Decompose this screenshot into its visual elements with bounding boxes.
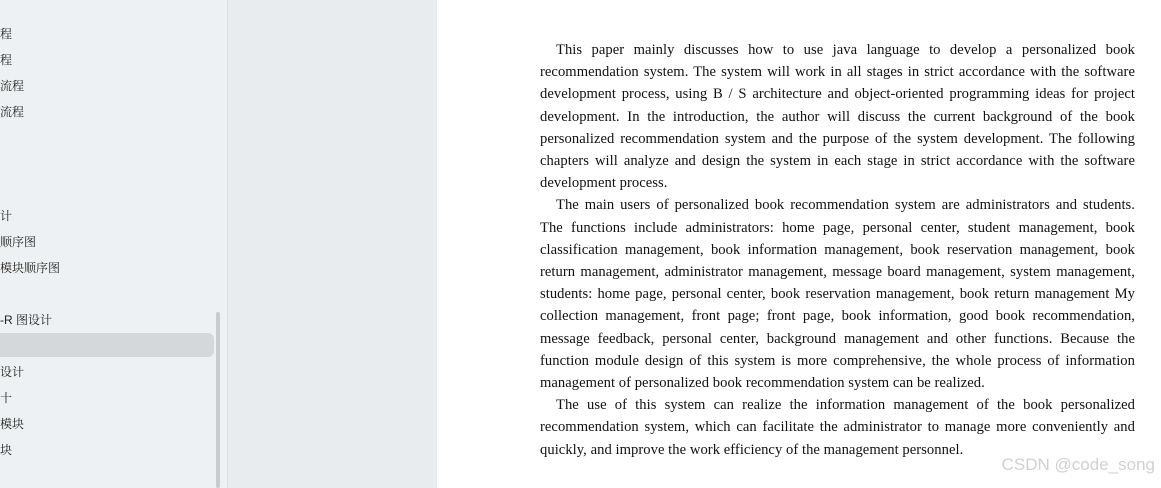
toc-item[interactable]: -R 图设计 xyxy=(0,313,52,327)
toc-item[interactable]: 流程 xyxy=(0,79,25,93)
toc-item[interactable]: 程 xyxy=(0,27,13,41)
watermark: CSDN @code_song xyxy=(1001,455,1155,474)
toc-item[interactable]: 顺序图 xyxy=(0,235,37,249)
toc-sidebar xyxy=(0,0,228,488)
sidebar-scrollbar-thumb[interactable] xyxy=(216,312,220,488)
toc-item-selected[interactable] xyxy=(0,333,214,357)
toc-item[interactable]: 流程 xyxy=(0,105,25,119)
toc-item[interactable]: 块 xyxy=(0,443,13,457)
paragraph: This paper mainly discusses how to use java language to develop a personalized book recommendation system. The system will work in all stages in strict accordance with the software development process, using B / S architecture and object-oriented programming ideas for project development. In the introduction, the author will discuss the current background of the book personalized recommendation system and the purpose of the system development. The following chapters will analyze and design the system in each stage in strict accordance with the software development process. xyxy=(540,42,1135,192)
toc-item[interactable]: 十 xyxy=(0,391,13,405)
toc-item[interactable]: 模块顺序图 xyxy=(0,261,61,275)
document-body xyxy=(540,39,1135,461)
toc-item[interactable]: 程 xyxy=(0,53,13,67)
toc-item[interactable]: 设计 xyxy=(0,365,25,379)
toc-item[interactable]: 计 xyxy=(0,209,13,223)
paragraph: The main users of personalized book recommendation system are administrators and students. The functions include administrators: home page, personal center, student management, book classification management, book information management, book reservation management, book return management, administrator management, message board management, system management, students: home page, personal center, book reservation management, book return management My collection management, front page; front page, book information, good book recommendation, message feedback, personal center, background management and other functions. Because the function module design of this system is more comprehensive, the whole process of information management of personalized book recommendation system can be realized. xyxy=(540,197,1135,392)
empty-panel xyxy=(228,0,436,488)
document-page xyxy=(437,0,1161,488)
toc-item[interactable]: 模块 xyxy=(0,417,25,431)
paragraph: The use of this system can realize the information management of the book personalized recommendation system, which can facilitate the administrator to manage more conveniently and quickly, and improve the work efficiency of the management personnel. xyxy=(540,397,1135,458)
